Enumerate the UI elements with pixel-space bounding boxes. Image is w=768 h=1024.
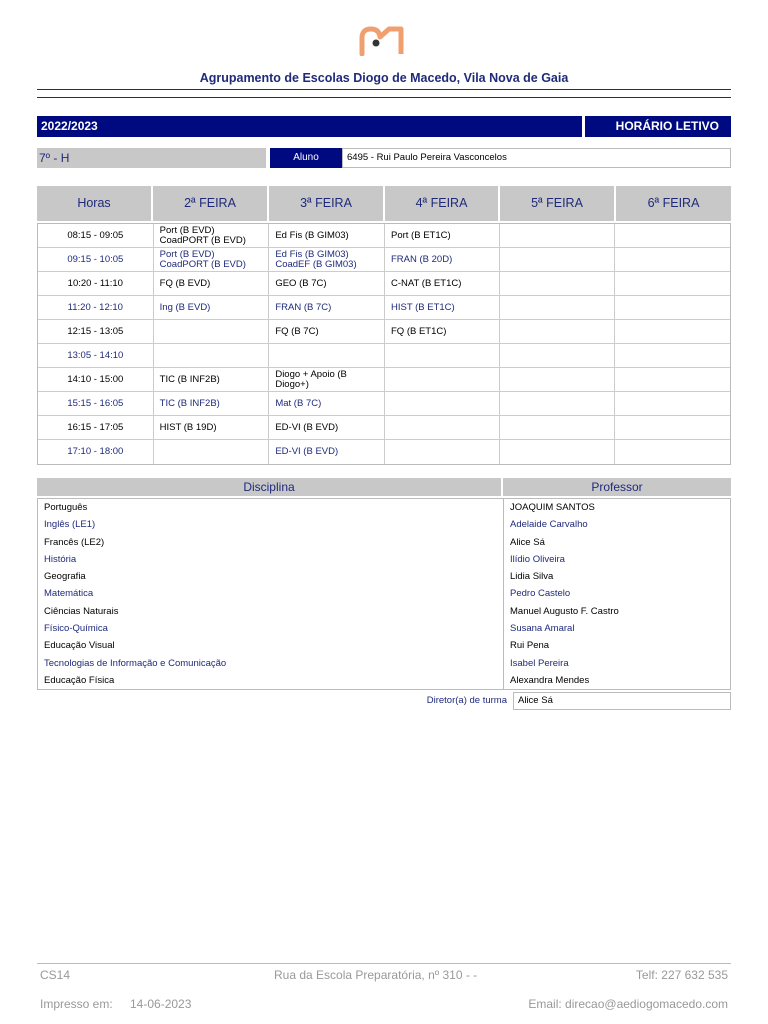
footer-printed-date: 14-06-2023	[130, 997, 192, 1011]
lesson-text: Port (B EVD)	[159, 224, 215, 236]
teacher-list	[504, 499, 730, 689]
lesson-text: HIST (B 19D)	[159, 421, 217, 433]
lesson-text: Port (B ET1C)	[391, 229, 451, 241]
header-monday: 2ª FEIRA	[153, 186, 269, 221]
lesson-text: Diogo+)	[275, 378, 309, 390]
lesson-cell	[154, 440, 270, 464]
header-tuesday: 3ª FEIRA	[269, 186, 385, 221]
lesson-cell	[269, 344, 385, 367]
teacher-item: Alice Sá	[510, 536, 545, 548]
discipline-item: Físico-Química	[44, 623, 108, 635]
timetable	[37, 186, 731, 465]
lesson-cell	[385, 344, 500, 367]
lesson-cell	[615, 368, 730, 391]
lesson-cell	[500, 440, 616, 464]
lesson-text: Mat (B 7C)	[275, 397, 322, 409]
footer-printed-label: Impresso em:	[40, 997, 113, 1011]
time-slot: 14:10 - 15:00	[38, 368, 154, 391]
lesson-cell	[615, 272, 730, 295]
lesson-cell	[500, 320, 616, 343]
lesson-text: ED-VI (B EVD)	[275, 446, 339, 457]
lesson-cell	[154, 344, 270, 367]
student-label: Aluno	[270, 148, 342, 168]
time-slot: 15:15 - 16:05	[38, 392, 154, 415]
footer-email: Email: direcao@aediogomacedo.com	[528, 997, 728, 1011]
lesson-text: TIC (B INF2B)	[159, 397, 220, 409]
teacher-item: Alexandra Mendes	[510, 674, 590, 686]
header-teacher: Professor	[503, 478, 731, 496]
lesson-text: FRAN (B 7C)	[275, 301, 332, 313]
lesson-text: Ing (B EVD)	[159, 301, 211, 313]
lesson-cell	[154, 320, 270, 343]
school-logo	[359, 26, 404, 56]
director-label: Diretor(a) de turma	[426, 695, 507, 706]
lesson-cell	[269, 272, 385, 295]
discipline-item: Francês (LE2)	[44, 536, 105, 548]
time-slot: 12:15 - 13:05	[38, 320, 154, 343]
teacher-item: Ilídio Oliveira	[510, 553, 565, 565]
footer-phone: Telf: 227 632 535	[635, 968, 728, 982]
lesson-text: Ed Fis (B GIM03)	[275, 229, 349, 241]
schedule-title: HORÁRIO LETIVO	[585, 116, 731, 137]
lesson-cell	[154, 224, 270, 247]
lesson-cell	[269, 296, 385, 319]
lesson-cell	[154, 248, 270, 271]
discipline-item: Educação Física	[44, 674, 115, 686]
lesson-text: FQ (B ET1C)	[391, 325, 447, 337]
teacher-item: Pedro Castelo	[510, 588, 571, 600]
subjects-table	[37, 478, 731, 690]
lesson-cell	[269, 320, 385, 343]
timetable-row	[38, 440, 730, 464]
lesson-text: Diogo + Apoio (B	[275, 368, 347, 380]
header-rule	[37, 89, 731, 90]
discipline-item: Tecnologias de Informação e Comunicação	[44, 657, 227, 669]
lesson-cell	[154, 368, 270, 391]
teacher-item: Isabel Pereira	[510, 657, 569, 669]
timetable-row	[38, 392, 730, 416]
discipline-item: História	[44, 553, 77, 565]
header-friday: 6ª FEIRA	[616, 186, 731, 221]
lesson-cell	[500, 344, 616, 367]
discipline-item: Geografia	[44, 571, 86, 583]
lesson-text: TIC (B INF2B)	[159, 373, 220, 385]
timetable-row	[38, 248, 730, 272]
lesson-cell	[385, 440, 500, 464]
lesson-text: Ed Fis (B GIM03)	[275, 248, 349, 260]
subjects-header	[37, 478, 731, 496]
lesson-cell	[615, 416, 730, 439]
timetable-row	[38, 224, 730, 248]
lesson-text: CoadEF (B GIM03)	[275, 258, 357, 270]
teacher-item: Adelaide Carvalho	[510, 519, 588, 531]
discipline-item: Matemática	[44, 588, 94, 600]
time-slot: 11:20 - 12:10	[38, 296, 154, 319]
timetable-row	[38, 416, 730, 440]
lesson-cell	[500, 392, 616, 415]
timetable-header	[37, 186, 731, 221]
lesson-text: CoadPORT (B EVD)	[159, 234, 246, 246]
footer-code: CS14	[40, 968, 71, 982]
lesson-text: FQ (B 7C)	[275, 325, 319, 337]
lesson-cell	[500, 272, 616, 295]
lesson-text: GEO (B 7C)	[275, 277, 327, 289]
lesson-cell	[269, 440, 385, 464]
lesson-cell	[154, 296, 270, 319]
lesson-cell	[154, 392, 270, 415]
lesson-cell	[615, 248, 730, 271]
lesson-cell	[385, 368, 500, 391]
timetable-row	[38, 296, 730, 320]
header-wednesday: 4ª FEIRA	[385, 186, 500, 221]
footer-address: Rua da Escola Preparatória, nº 310 - -	[274, 968, 478, 982]
lesson-text: Port (B EVD)	[159, 248, 215, 260]
lesson-cell	[500, 416, 616, 439]
time-slot: 17:10 - 18:00	[38, 440, 154, 464]
timetable-row	[38, 368, 730, 392]
lesson-cell	[269, 224, 385, 247]
lesson-cell	[615, 296, 730, 319]
discipline-item: Inglês (LE1)	[44, 519, 96, 531]
timetable-row	[38, 272, 730, 296]
lesson-cell	[269, 416, 385, 439]
lesson-cell	[615, 440, 730, 464]
lesson-text: FRAN (B 20D)	[391, 253, 453, 265]
lesson-cell	[385, 272, 500, 295]
lesson-cell	[385, 320, 500, 343]
student-name: 6495 - Rui Paulo Pereira Vasconcelos	[342, 148, 731, 168]
time-slot: 13:05 - 14:10	[38, 344, 154, 367]
discipline-item: Português	[44, 502, 88, 513]
lesson-cell	[500, 296, 616, 319]
header-hours: Horas	[37, 186, 153, 221]
teacher-item: Lidia Silva	[510, 571, 554, 583]
footer-rule	[37, 963, 731, 964]
lesson-cell	[615, 344, 730, 367]
timetable-row	[38, 320, 730, 344]
lesson-cell	[615, 320, 730, 343]
lesson-cell	[269, 392, 385, 415]
lesson-text: C-NAT (B ET1C)	[391, 277, 462, 289]
teacher-item: Rui Pena	[510, 640, 550, 652]
lesson-text: HIST (B ET1C)	[391, 301, 455, 313]
time-slot: 08:15 - 09:05	[38, 224, 154, 247]
discipline-list	[38, 499, 504, 689]
discipline-item: Ciências Naturais	[44, 605, 119, 617]
lesson-cell	[269, 368, 385, 391]
timetable-row	[38, 344, 730, 368]
time-slot: 09:15 - 10:05	[38, 248, 154, 271]
header-thursday: 5ª FEIRA	[500, 186, 616, 221]
teacher-item: Susana Amaral	[510, 623, 575, 635]
lesson-cell	[385, 296, 500, 319]
school-year: 2022/2023	[37, 116, 582, 137]
class-name: 7º - H	[37, 148, 266, 168]
lesson-cell	[500, 248, 616, 271]
time-slot: 10:20 - 11:10	[38, 272, 154, 295]
lesson-text: ED-VI (B EVD)	[275, 421, 339, 433]
lesson-cell	[385, 416, 500, 439]
lesson-cell	[385, 392, 500, 415]
lesson-cell	[385, 224, 500, 247]
lesson-cell	[385, 248, 500, 271]
school-name: Agrupamento de Escolas Diogo de Macedo, Vila Nova de Gaia	[199, 71, 569, 85]
lesson-text: FQ (B EVD)	[159, 277, 211, 289]
header-discipline: Disciplina	[37, 478, 501, 496]
discipline-item: Educação Visual	[44, 640, 115, 652]
lesson-cell	[500, 368, 616, 391]
teacher-item: JOAQUIM SANTOS	[510, 502, 595, 513]
lesson-cell	[500, 224, 616, 247]
time-slot: 16:15 - 17:05	[38, 416, 154, 439]
lesson-cell	[615, 392, 730, 415]
teacher-item: Manuel Augusto F. Castro	[510, 605, 619, 617]
lesson-cell	[154, 272, 270, 295]
header-rule	[37, 97, 731, 98]
lesson-cell	[269, 248, 385, 271]
lesson-cell	[154, 416, 270, 439]
lesson-cell	[615, 224, 730, 247]
timetable-body	[37, 223, 731, 465]
subjects-body	[37, 498, 731, 690]
director-name: Alice Sá	[513, 692, 731, 710]
lesson-text: CoadPORT (B EVD)	[159, 258, 246, 270]
